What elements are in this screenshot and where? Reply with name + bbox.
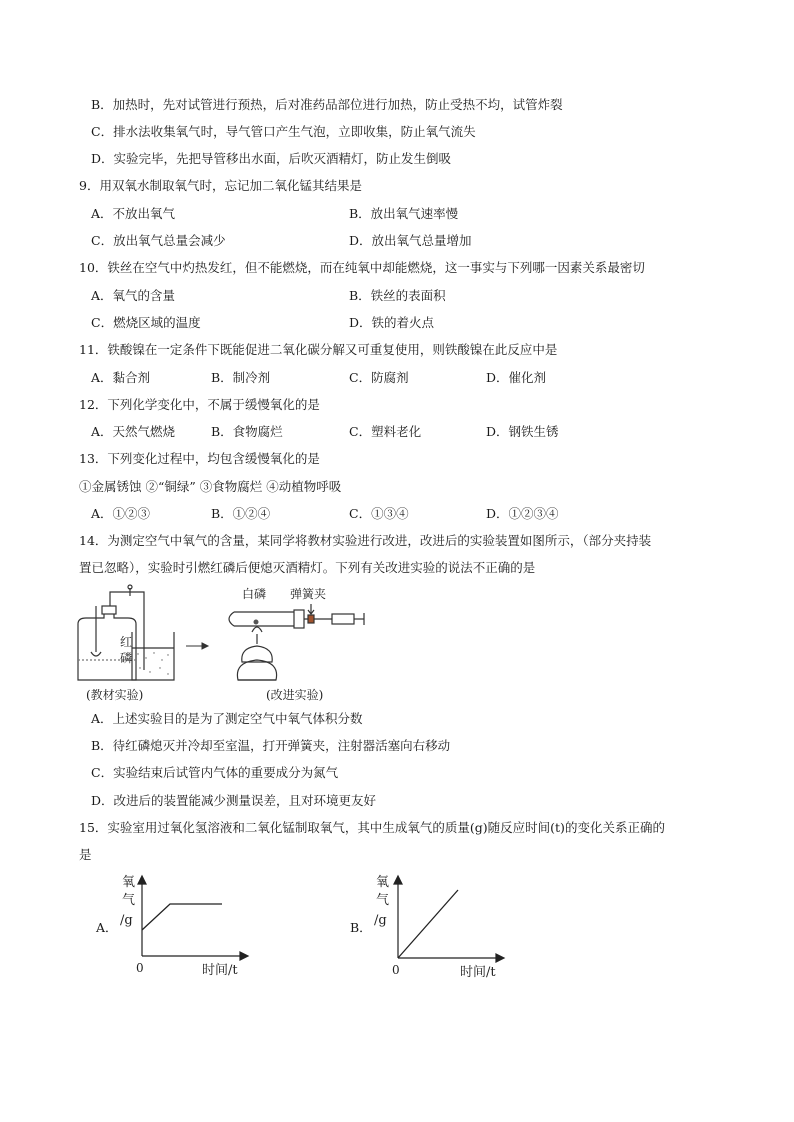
q13-option-d: D．①②③④ bbox=[486, 506, 559, 521]
graph-a-ylabel-1: 氧 bbox=[122, 875, 136, 890]
q11-option-c: C．防腐剂 bbox=[349, 370, 409, 385]
q9-option-c: C．放出氧气总量会减少 bbox=[91, 233, 226, 248]
q15-graph-b bbox=[370, 870, 510, 980]
q14-option-d: D．改进后的装置能减少测量误差，且对环境更友好 bbox=[91, 793, 377, 808]
q15-stem-line2: 是 bbox=[79, 847, 92, 862]
q8-option-c: C．排水法收集氧气时，导气管口产生气泡，立即收集，防止氧气流失 bbox=[91, 124, 476, 139]
q10-option-a: A．氧气的含量 bbox=[91, 288, 176, 303]
q12-stem: 12．下列化学变化中，不属于缓慢氧化的是 bbox=[79, 397, 320, 412]
q13-items: ①金属锈蚀 ②“铜绿” ③食物腐烂 ④动植物呼吸 bbox=[79, 479, 342, 494]
graph-b-ylabel-2: 气 bbox=[376, 893, 390, 908]
q10-option-d: D．铁的着火点 bbox=[349, 315, 435, 330]
q15-graph-a bbox=[116, 872, 256, 980]
white-phosphorus bbox=[254, 620, 259, 625]
q15-graph-a-option: A． bbox=[96, 920, 118, 935]
q12-option-a: A．天然气燃烧 bbox=[91, 424, 176, 439]
graph-a-origin: 0 bbox=[136, 961, 144, 975]
q9-stem: 9．用双氧水制取氧气时，忘记加二氧化锰其结果是 bbox=[79, 178, 362, 193]
q12-option-c: C．塑料老化 bbox=[349, 424, 422, 439]
q9-option-d: D．放出氧气总量增加 bbox=[349, 233, 472, 248]
q14-apparatus-figure bbox=[66, 582, 366, 704]
improved-test-tube bbox=[229, 610, 332, 628]
white-phosphorus-label: 白磷 bbox=[242, 587, 267, 601]
q8-option-d: D．实验完毕，先把导管移出水面，后吹灭酒精灯，防止发生倒吸 bbox=[91, 151, 452, 166]
q14-stem-line2: 置已忽略），实验时引燃红磷后便熄灭酒精灯。下列有关改进实验的说法不正确的是 bbox=[79, 560, 536, 575]
q15-stem-line1: 15．实验室用过氧化氢溶液和二氧化锰制取氧气，其中生成氧气的质量(g)随反应时间(t)的变化关系正确的 bbox=[79, 820, 665, 835]
q13-option-a: A．①②③ bbox=[91, 506, 151, 521]
q13-option-b: B．①②④ bbox=[211, 506, 271, 521]
alcohol-lamp bbox=[237, 627, 276, 680]
arrow-icon bbox=[186, 643, 208, 649]
graph-b-origin: 0 bbox=[392, 963, 400, 977]
q14-option-c: C．实验结束后试管内气体的重要成分为氮气 bbox=[91, 765, 339, 780]
q15-graph-b-option: B． bbox=[350, 920, 372, 935]
textbook-caption: (教材实验) bbox=[86, 688, 144, 702]
graph-a-xlabel: 时间/t bbox=[202, 963, 238, 978]
red-phosphorus-label-2: 磷 bbox=[120, 651, 133, 665]
spring-clip-label: 弹簧夹 bbox=[290, 587, 327, 601]
graph-b-xlabel: 时间/t bbox=[460, 965, 496, 980]
graph-a-ylabel-3: /g bbox=[120, 913, 133, 928]
q14-option-a: A．上述实验目的是为了测定空气中氧气体积分数 bbox=[91, 711, 363, 726]
graph-a-y-arrow bbox=[138, 876, 146, 884]
graph-b-curve bbox=[398, 890, 458, 958]
q11-option-d: D．催化剂 bbox=[486, 370, 547, 385]
graph-b-ylabel-1: 氧 bbox=[376, 875, 390, 890]
graph-a-x-arrow bbox=[240, 952, 248, 960]
textbook-beaker bbox=[132, 632, 174, 680]
q10-option-c: C．燃烧区域的温度 bbox=[91, 315, 201, 330]
q11-stem: 11．铁酸镍在一定条件下既能促进二氧化碳分解又可重复使用，则铁酸镍在此反应中是 bbox=[79, 342, 558, 357]
beaker-water-dots bbox=[137, 652, 168, 674]
q10-stem: 10．铁丝在空气中灼热发红，但不能燃烧，而在纯氧中却能燃烧，这一事实与下列哪一因素关系最密切 bbox=[79, 260, 645, 275]
q12-option-b: B．食物腐烂 bbox=[211, 424, 283, 439]
q13-stem: 13．下列变化过程中，均包含缓慢氧化的是 bbox=[79, 451, 320, 466]
q9-option-b: B．放出氧气速率慢 bbox=[349, 206, 459, 221]
graph-b-ylabel-3: /g bbox=[374, 913, 387, 928]
graph-b-x-arrow bbox=[496, 954, 504, 962]
q8-option-b: B．加热时，先对试管进行预热，后对准药品部位进行加热，防止受热不均，试管炸裂 bbox=[91, 97, 563, 112]
q13-option-c: C．①③④ bbox=[349, 506, 409, 521]
q10-option-b: B．铁丝的表面积 bbox=[349, 288, 446, 303]
spring-clip bbox=[308, 604, 314, 623]
graph-a-curve bbox=[142, 904, 222, 930]
q11-option-a: A．黏合剂 bbox=[91, 370, 151, 385]
improved-caption: (改进实验) bbox=[266, 688, 324, 702]
graph-a-ylabel-2: 气 bbox=[122, 893, 136, 908]
textbook-bottle bbox=[78, 585, 144, 680]
red-phosphorus-label-1: 红 bbox=[120, 635, 133, 649]
q12-option-d: D．钢铁生锈 bbox=[486, 424, 559, 439]
graph-b-y-arrow bbox=[394, 876, 402, 884]
q14-stem-line1: 14．为测定空气中氧气的含量，某同学将教材实验进行改进，改进后的实验装置如图所示，（部分夹持装 bbox=[79, 533, 652, 548]
syringe bbox=[332, 613, 364, 625]
q9-option-a: A．不放出氧气 bbox=[91, 206, 176, 221]
q14-option-b: B．待红磷熄灭并冷却至室温，打开弹簧夹，注射器活塞向右移动 bbox=[91, 738, 451, 753]
q11-option-b: B．制冷剂 bbox=[211, 370, 271, 385]
